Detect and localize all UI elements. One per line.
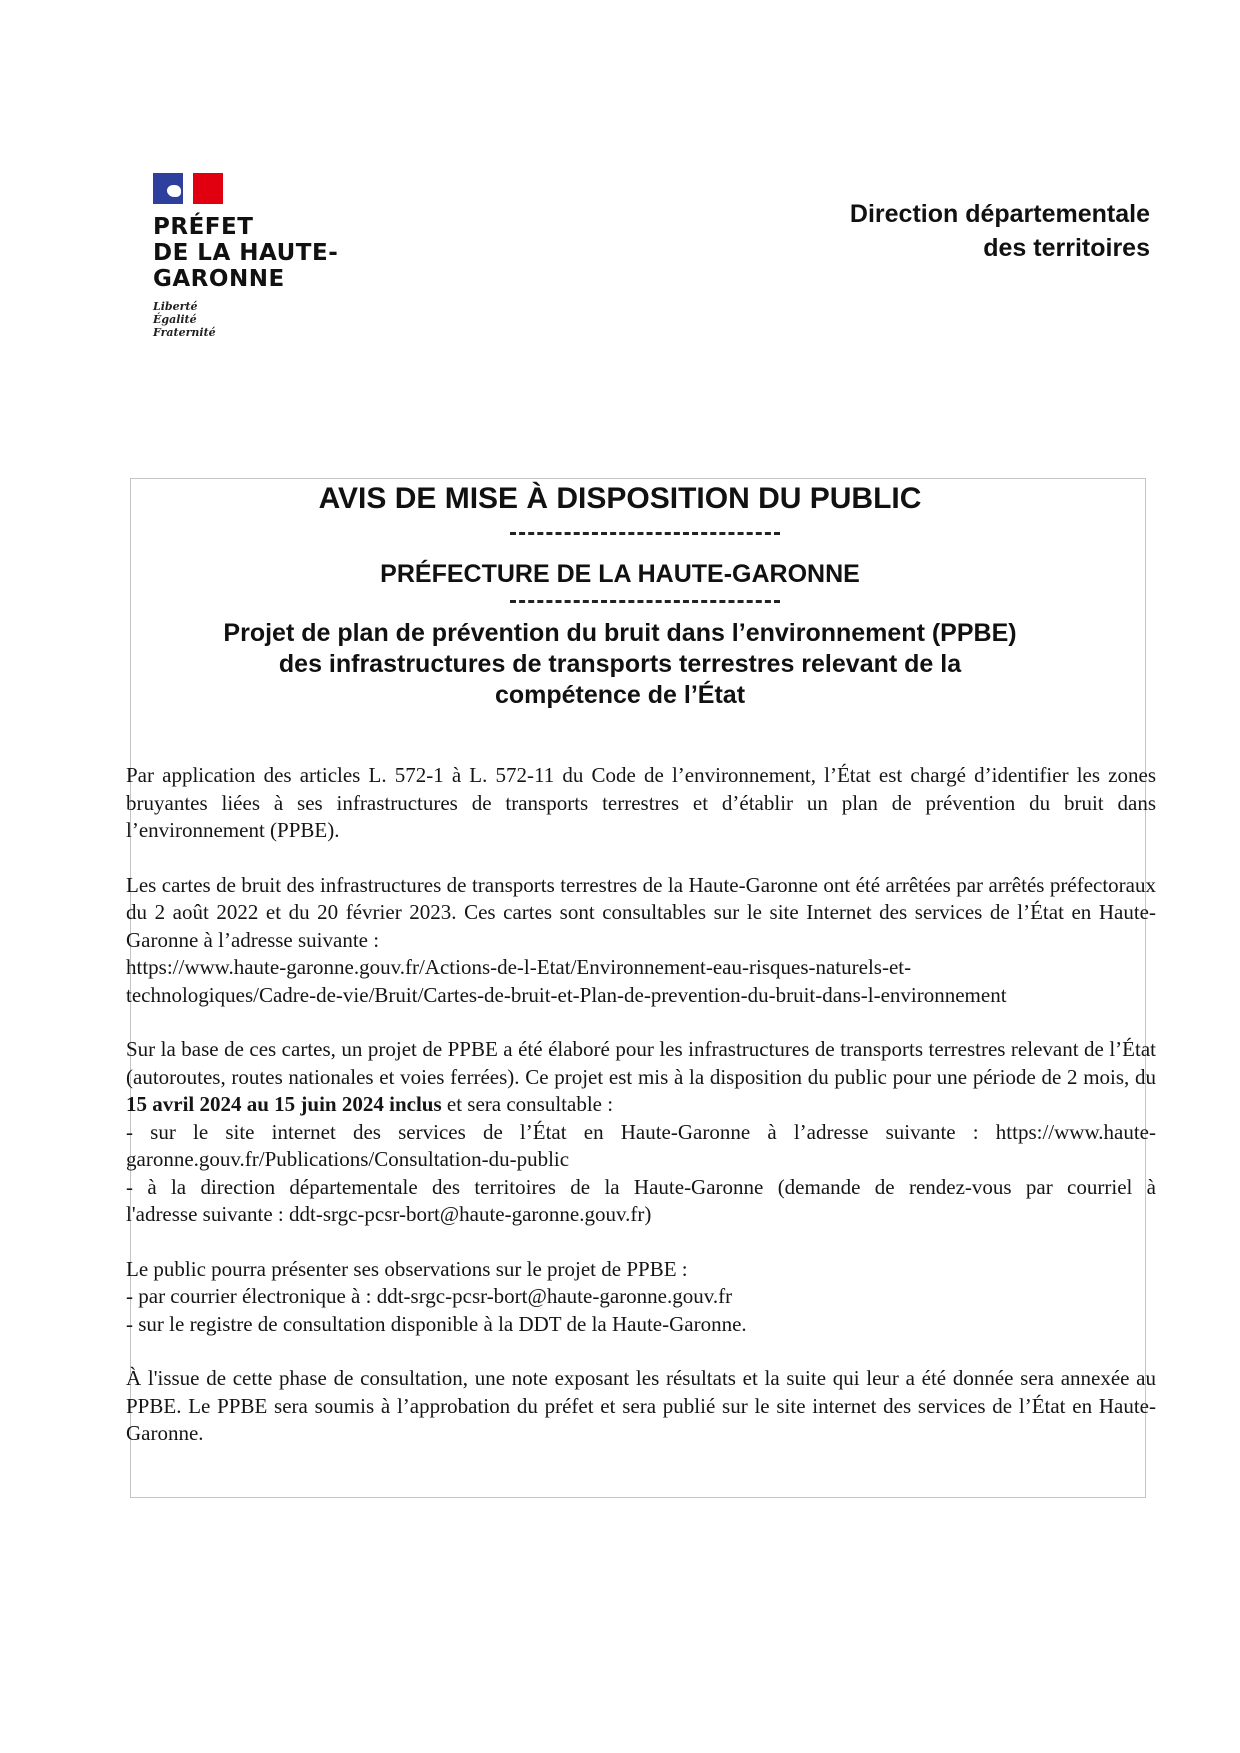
subtitle-separator — [510, 600, 780, 603]
project-heading-line: compétence de l’État — [494, 681, 746, 709]
consultation-website-item[interactable]: garonne.gouv.fr/Publications/Consultation-du-public — [126, 1147, 570, 1171]
prefet-line: PRÉFET — [153, 214, 254, 240]
paragraph-outcome: À l'issue de cette phase de consultation, une note exposant les résultats et la suite qui leur a été donnée sera annexée au PPBE. Le PPBE sera soumis à l’approbation du préfet et sera publié sur le site internet des services de l’État en Haute-Garonne. — [126, 1366, 1156, 1445]
noise-maps-text: Les cartes de bruit des infrastructures de transports terrestres de la Haute-Garonne ont été arrêtées par arrêtés préfectoraux du 2 août 2022 et du 20 février 2023. Ces cartes sont consultables sur le site Internet des services de l’État en Haute-Garonne à l’adresse suivante : — [126, 872, 1156, 952]
project-heading — [0, 618, 1240, 711]
project-heading-line: des infrastructures de transports terrestres relevant de la — [278, 650, 962, 678]
consultation-ddt-item[interactable]: l'adresse suivante : ddt-srgc-pcsr-bort@haute-garonne.gouv.fr) — [126, 1202, 652, 1226]
devise — [153, 300, 338, 339]
prefet-line: DE LA HAUTE- — [153, 240, 339, 266]
paragraph-legal-basis: Par application des articles L. 572-1 à L. 572-11 du Code de l’environnement, l’État est chargé d’identifier les zones bruyantes liées à ses infrastructures de transports terrestres et d’établir un plan de prévention du bruit dans l’environnement (PPBE). — [126, 763, 1156, 842]
devise-line: Liberté — [153, 300, 198, 313]
prefet-name — [153, 214, 338, 292]
observations-register-item: - sur le registre de consultation disponible à la DDT de la Haute-Garonne. — [126, 1311, 747, 1336]
observations-intro: Le public pourra présenter ses observations sur le projet de PPBE : — [126, 1256, 688, 1281]
noise-maps-url[interactable]: https://www.haute-garonne.gouv.fr/Actions-de-l-Etat/Environnement-eau-risques-naturels-et- — [126, 955, 912, 979]
prefet-line: GARONNE — [153, 266, 285, 292]
notice-body — [126, 762, 1156, 1475]
project-heading-line: Projet de plan de prévention du bruit dans l’environnement (PPBE) — [223, 619, 1017, 647]
notice-subtitle: PRÉFECTURE DE LA HAUTE-GARONNE — [380, 560, 860, 588]
consultation-ddt-item: - à la direction départementale des territoires de la Haute-Garonne (demande de rendez-vous par courriel à — [126, 1174, 1156, 1199]
consultation-dates: 15 avril 2024 au 15 juin 2024 inclus — [126, 1092, 442, 1116]
paragraph-noise-maps — [126, 872, 1156, 1010]
issuing-direction — [850, 197, 1150, 265]
marianne-logo — [153, 173, 338, 339]
direction-line: des territoires — [983, 234, 1150, 262]
paragraph-observations — [126, 1256, 1156, 1339]
direction-line: Direction départementale — [849, 200, 1150, 228]
devise-line: Égalité — [153, 313, 197, 326]
notice-title: AVIS DE MISE À DISPOSITION DU PUBLIC — [318, 482, 922, 515]
marianne-flag-icon — [153, 173, 223, 204]
devise-line: Fraternité — [153, 326, 216, 339]
noise-maps-url[interactable]: technologiques/Cadre-de-vie/Bruit/Cartes-de-bruit-et-Plan-de-prevention-du-bruit-dans-l-environnement — [126, 982, 1007, 1007]
consultation-text: Sur la base de ces cartes, un projet de PPBE a été élaboré pour les infrastructures de transports terrestres relevant de l’État (autoroutes, routes nationales et voies ferrées). Ce projet est mis à la disposition du public pour une période de 2 mois, du — [126, 1037, 1156, 1089]
paragraph-consultation — [126, 1036, 1156, 1229]
consultation-website-item[interactable]: - sur le site internet des services de l’État en Haute-Garonne à l’adresse suivante : https://www.haute- — [126, 1119, 1156, 1144]
observations-email-item[interactable]: - par courrier électronique à : ddt-srgc-pcsr-bort@haute-garonne.gouv.fr — [126, 1284, 733, 1308]
title-separator — [510, 532, 780, 535]
consultation-text-end: et sera consultable : — [441, 1092, 614, 1116]
